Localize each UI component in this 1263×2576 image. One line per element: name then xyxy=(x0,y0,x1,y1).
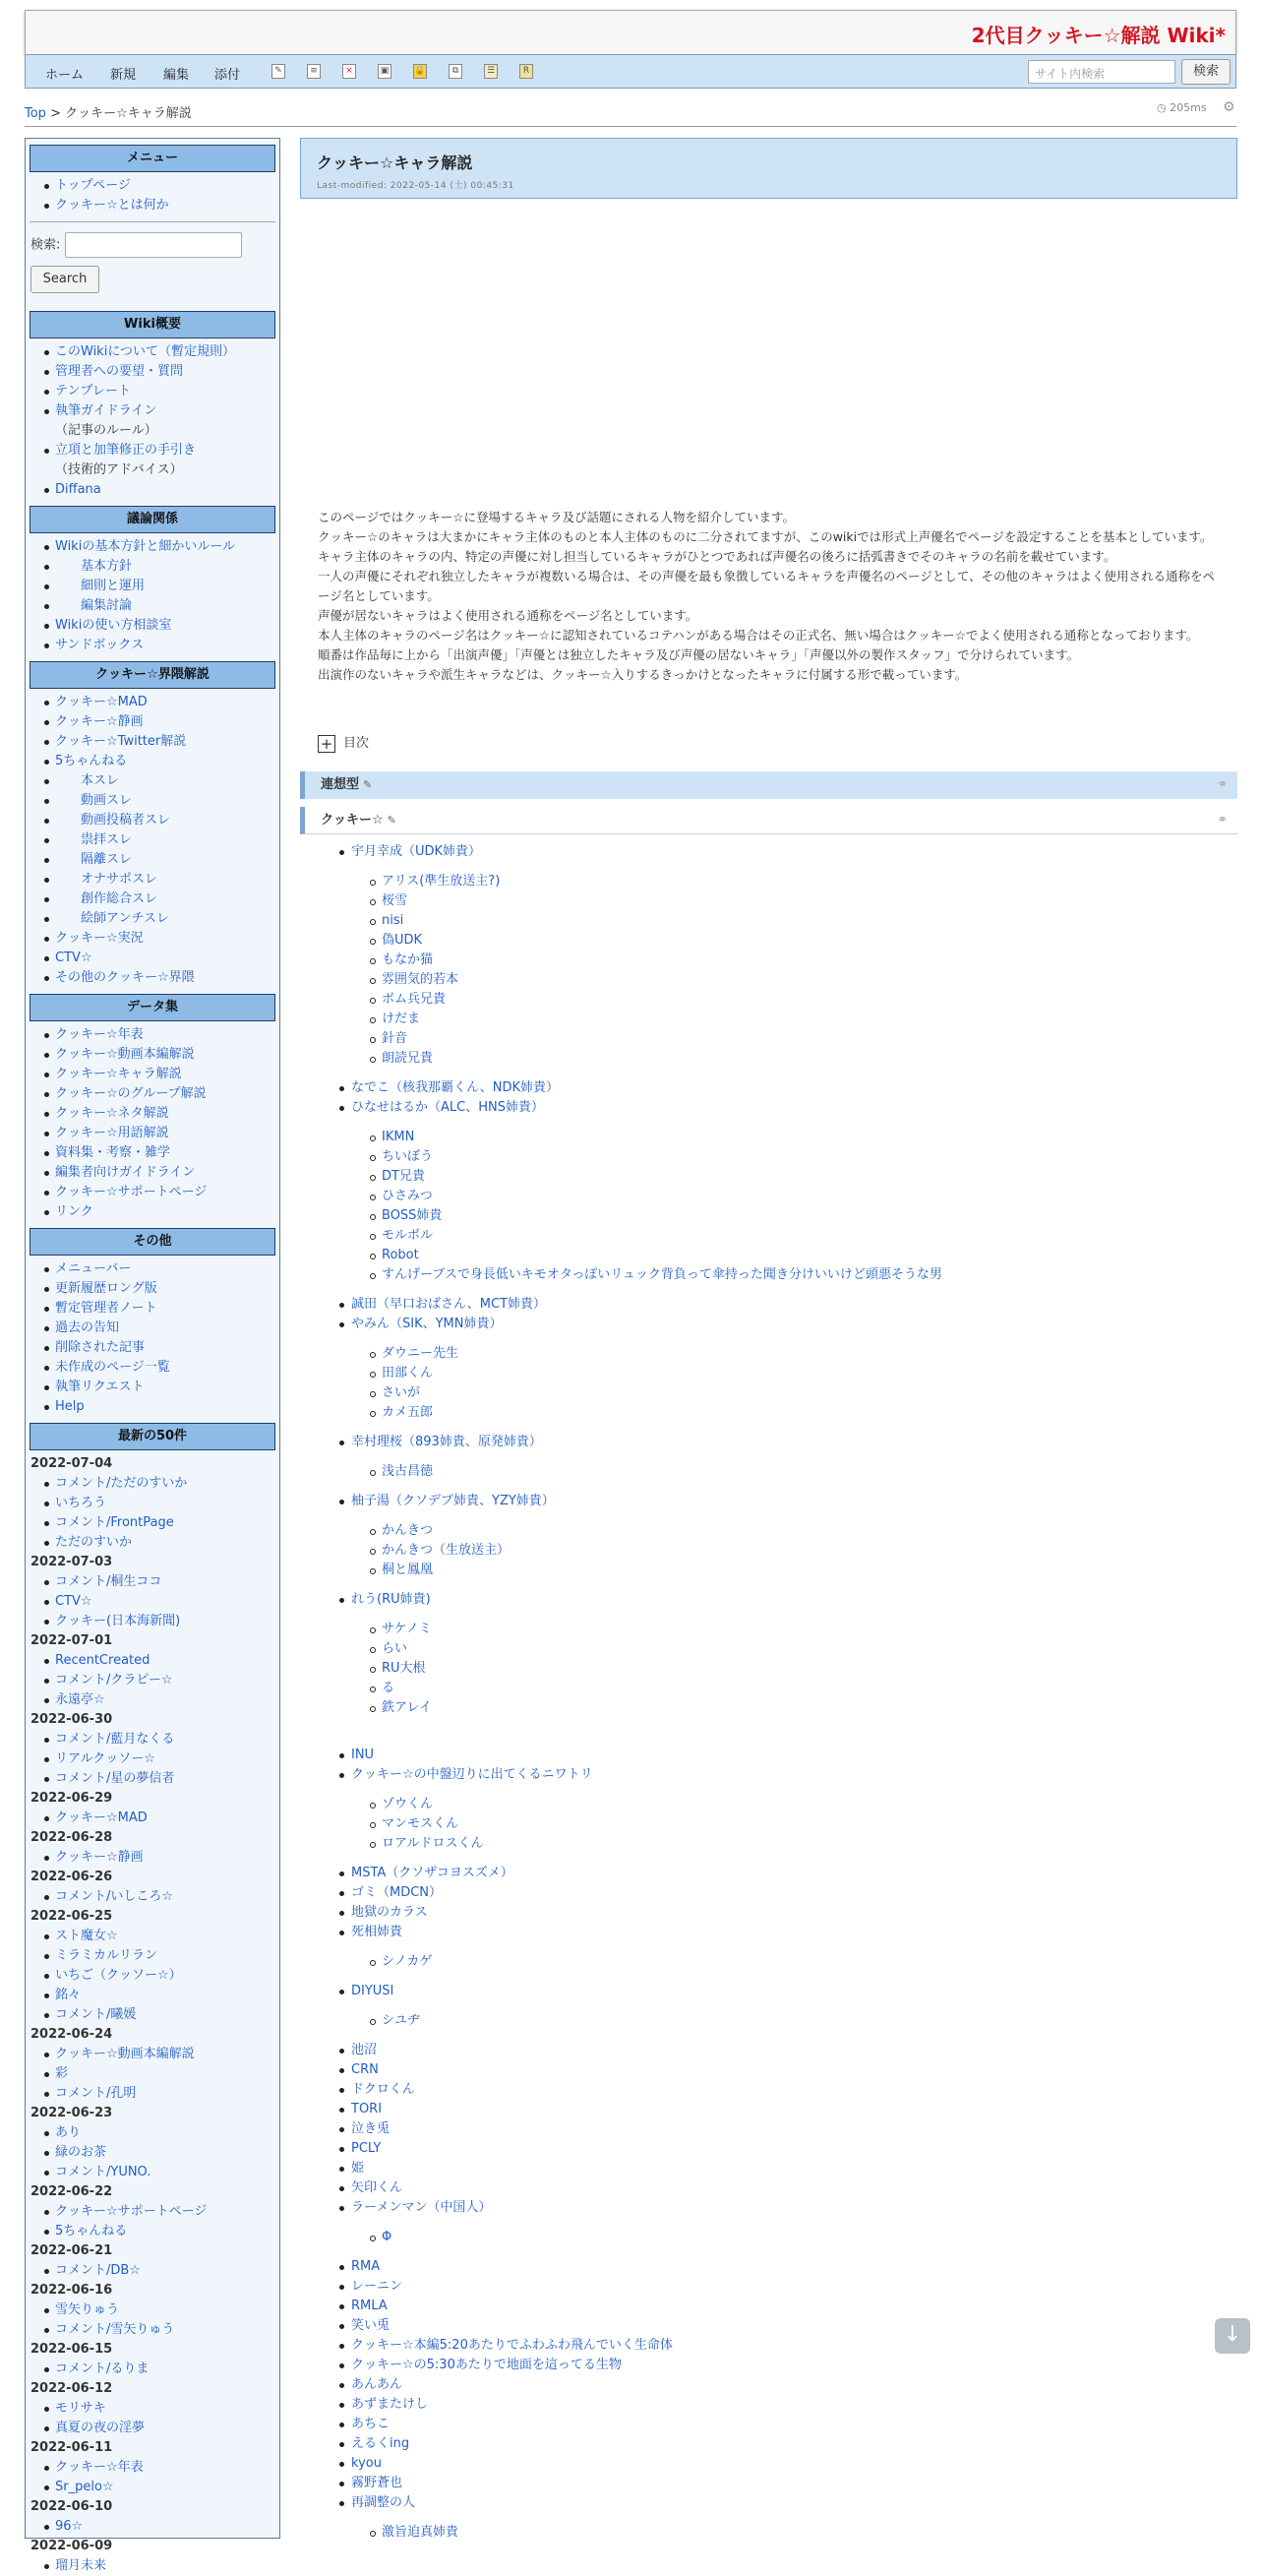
header-divider xyxy=(25,126,1236,127)
recent-item[interactable]: 銘々 xyxy=(55,1986,279,2005)
sidebar-item: （技術的アドバイス） xyxy=(55,462,183,477)
recent-list xyxy=(26,2556,279,2576)
page-title: クッキー☆キャラ解説 xyxy=(317,153,473,172)
sub-character-item[interactable]: ちいぼう xyxy=(339,1147,1225,1167)
sub-character-item[interactable]: マンモスくん xyxy=(339,1814,1225,1834)
sidebar-item[interactable]: Wikiの使い方相談室 xyxy=(55,616,279,636)
sub-character-item[interactable]: ボム兵兄貴 xyxy=(339,990,1225,1010)
recent-list xyxy=(26,2300,279,2340)
recent-item[interactable]: ミラミカルリラン xyxy=(55,1946,279,1966)
recent-date: 2022-06-15 xyxy=(30,2342,113,2357)
sidebar-list xyxy=(26,693,279,988)
character-item[interactable]: 誠田（早口おばさん、MCT姉貴） xyxy=(339,1295,1225,1315)
sidebar-heading: データ集 xyxy=(30,994,275,1021)
recent-list xyxy=(26,2360,279,2379)
sidebar-item[interactable]: オナサポスレ xyxy=(55,870,279,889)
sidebar-list xyxy=(26,176,279,215)
intro-line: 順番は作品毎に上から「出演声優」「声優とは独立したキャラ及び声優の居ないキャラ」「声優以外の製作スタッフ」で分けられています。 xyxy=(318,647,1080,662)
sidebar-item[interactable]: 動画投稿者スレ xyxy=(55,811,279,830)
recent-date: 2022-06-11 xyxy=(30,2440,113,2455)
sub-character-item[interactable]: かんきつ xyxy=(339,1521,1225,1541)
sidebar-item[interactable]: トップページ xyxy=(55,176,279,196)
sidebar-item[interactable]: クッキー☆実況 xyxy=(55,929,279,949)
sidebar-item[interactable]: 動画スレ xyxy=(55,791,279,811)
sidebar-item[interactable]: メニューバー xyxy=(55,1259,279,1279)
recent-date: 2022-06-16 xyxy=(30,2283,113,2298)
recent-item[interactable]: RecentCreated xyxy=(55,1651,279,1671)
last-modified: Last-modified: 2022-05-14 (土) 00:45:31 xyxy=(317,181,514,191)
recent-date: 2022-06-09 xyxy=(30,2539,113,2553)
sub-character-item[interactable]: ロアルドロスくん xyxy=(339,1834,1225,1854)
intro-line: 本人主体のキャラのページ名はクッキー☆に認知されているコテハンがある場合はその正式名、無い場合はクッキー☆でよく使用される通称となっております。 xyxy=(318,628,1199,643)
sub-character-item[interactable]: 田部くん xyxy=(339,1364,1225,1383)
character-item[interactable]: 柚子湯（クソデブ姉貴、YZY姉貴） xyxy=(339,1492,1225,1511)
character-item[interactable]: 池沼 xyxy=(339,2041,1225,2060)
recent-item[interactable]: クッキー(日本海新聞) xyxy=(55,1612,279,1631)
sub-character-item[interactable]: 偽UDK xyxy=(339,931,1225,951)
recent-date: 2022-06-22 xyxy=(30,2184,113,2199)
sub-character-item[interactable]: さいが xyxy=(339,1383,1225,1403)
sidebar-item[interactable]: クッキー☆用語解説 xyxy=(55,1124,279,1143)
recent-list xyxy=(26,2261,279,2281)
sidebar-search-button[interactable]: Search xyxy=(30,266,99,293)
recent-item[interactable]: 瑠月未来 xyxy=(55,2556,279,2576)
intro-line: このページではクッキー☆に登場するキャラ及び話題にされる人物を紹介しています。 xyxy=(318,510,795,524)
character-item[interactable]: あちこ xyxy=(339,2415,1225,2434)
recent-item[interactable]: 緑のお茶 xyxy=(55,2143,279,2163)
recent-list xyxy=(26,2045,279,2104)
character-item[interactable]: PCLY xyxy=(339,2139,1225,2159)
intro-line: 声優が居ないキャラはよく使用される通称をページ名としています。 xyxy=(318,608,698,623)
section-heading-cookie xyxy=(300,807,1237,834)
recent-item[interactable]: コメント/FrontPage xyxy=(55,1513,279,1533)
sidebar-heading: その他 xyxy=(30,1228,275,1256)
character-item[interactable]: クッキー☆の5:30あたりで地面を這ってる生物 xyxy=(339,2356,1225,2375)
intro-line: キャラ主体のキャラの内、特定の声優に対し担当しているキャラがひとつであれば声優名の後ろに括弧書きでそのキャラの名前を載せています。 xyxy=(318,549,1116,564)
sub-character-item[interactable]: らい xyxy=(339,1639,1225,1659)
recent-item[interactable]: あり xyxy=(55,2123,279,2143)
character-item[interactable]: えるくing xyxy=(339,2434,1225,2454)
recent-item[interactable]: クッキー☆MAD xyxy=(55,1809,279,1828)
nav-edit[interactable]: 編集 xyxy=(163,68,190,83)
sidebar-item[interactable]: 執筆リクエスト xyxy=(55,1378,279,1397)
sidebar-item[interactable]: 未作成のページ一覧 xyxy=(55,1358,279,1378)
recent-item[interactable]: モリサキ xyxy=(55,2399,279,2419)
sub-character-item[interactable]: かんきつ（生放送主） xyxy=(339,1541,1225,1561)
recent-item[interactable]: コメント/るりま xyxy=(55,2360,279,2379)
sidebar-list xyxy=(26,342,279,500)
sidebar-item[interactable]: リンク xyxy=(55,1202,279,1222)
lock-icon[interactable]: 🔒 xyxy=(413,64,427,79)
clock-icon: ◷ xyxy=(1157,101,1171,114)
recent-list xyxy=(26,2202,279,2241)
recent-list xyxy=(26,2123,279,2182)
sidebar-item[interactable]: Help xyxy=(55,1397,279,1417)
character-item[interactable]: 死相姉貴 xyxy=(339,1923,1225,1942)
sidebar-divider xyxy=(30,221,275,222)
sub-character-item[interactable]: すんげーブスで身長低いキモオタっぽいリュック背負って傘持った聞き分けいいけど頭悪そうな男 xyxy=(339,1265,1225,1285)
character-item[interactable]: あずまたけし xyxy=(339,2395,1225,2415)
nav-attach[interactable]: 添付 xyxy=(214,68,241,83)
section-heading-rensou xyxy=(300,771,1237,799)
sidebar-item[interactable]: 管理者への要望・質問 xyxy=(55,362,279,382)
sidebar-search-input[interactable] xyxy=(65,232,242,258)
nav-new[interactable]: 新規 xyxy=(110,68,137,83)
sidebar-item[interactable]: 5ちゃんねる xyxy=(55,752,279,771)
delete-icon[interactable]: × xyxy=(342,64,356,79)
character-item[interactable]: ドクロくん xyxy=(339,2080,1225,2100)
sub-character-item[interactable]: サケノミ xyxy=(339,1620,1225,1639)
recent-item[interactable]: いちご（クッソー☆） xyxy=(55,1966,279,1986)
rss-icon[interactable]: R xyxy=(519,64,533,79)
character-item[interactable]: 姫 xyxy=(339,2159,1225,2178)
sidebar-item[interactable]: 基本方針 xyxy=(55,557,279,577)
sub-character-item[interactable]: ダウニー先生 xyxy=(339,1344,1225,1364)
sidebar-heading: メニュー xyxy=(30,145,275,172)
sub-character-item[interactable]: シノカゲ xyxy=(339,1952,1225,1972)
recent-item[interactable]: クッキー☆年表 xyxy=(55,2458,279,2478)
sidebar-item[interactable]: 資料集・考察・雑学 xyxy=(55,1143,279,1163)
recent-date: 2022-06-26 xyxy=(30,1870,113,1884)
recent-item[interactable]: 5ちゃんねる xyxy=(55,2222,279,2241)
sidebar-heading: 最新の50件 xyxy=(30,1423,275,1450)
character-item[interactable]: RMA xyxy=(339,2257,1225,2277)
scroll-down-icon[interactable]: ↓ xyxy=(1215,2318,1250,2354)
breadcrumb xyxy=(25,102,192,121)
recent-item[interactable]: コメント/YUNO. xyxy=(55,2163,279,2182)
site-search-input[interactable]: サイト内検索 xyxy=(1028,60,1175,84)
sidebar-heading: Wiki概要 xyxy=(30,311,275,338)
recent-item[interactable]: いちろう xyxy=(55,1494,279,1513)
sidebar-item[interactable]: 削除された記事 xyxy=(55,1338,279,1358)
intro-line: クッキー☆のキャラは大まかにキャラ主体のものと本人主体のものに二分されてますが、このwikiでは形式上声優名でページを設定することを基本としています。 xyxy=(318,529,1213,544)
sub-character-item[interactable]: IKMN xyxy=(339,1128,1225,1147)
sub-character-item[interactable]: BOSS姉貴 xyxy=(339,1206,1225,1226)
character-item[interactable]: 地獄のカラス xyxy=(339,1903,1225,1923)
sidebar-list xyxy=(26,1259,279,1417)
sidebar-item[interactable]: クッキー☆MAD xyxy=(55,693,279,712)
recent-date: 2022-07-04 xyxy=(30,1456,113,1471)
sidebar-item[interactable]: 祟拝スレ xyxy=(55,830,279,850)
sidebar-item[interactable]: クッキー☆動画本編解説 xyxy=(55,1045,279,1065)
sidebar-item[interactable]: 隔離スレ xyxy=(55,850,279,870)
character-item[interactable]: やみん（SIK、YMN姉貴） xyxy=(339,1315,1225,1334)
recent-item[interactable]: スト魔女☆ xyxy=(55,1927,279,1946)
anchor-link-icon[interactable]: ⚭ xyxy=(1217,777,1228,792)
recent-date: 2022-06-30 xyxy=(30,1712,113,1727)
recent-list xyxy=(26,1927,279,2025)
character-item[interactable]: kyou xyxy=(339,2454,1225,2474)
character-item[interactable]: レーニン xyxy=(339,2277,1225,2297)
recent-item[interactable]: コメント/クラピー☆ xyxy=(55,1671,279,1690)
sidebar-item[interactable]: 編集者向けガイドライン xyxy=(55,1163,279,1183)
recent-list xyxy=(26,2517,279,2537)
character-item[interactable]: 宇月幸成（UDK姉貴） xyxy=(339,842,1225,862)
sidebar-heading: 議論関係 xyxy=(30,506,275,533)
recent-item[interactable]: ただのすいか xyxy=(55,1533,279,1553)
character-item[interactable]: れう(RU姉貴) xyxy=(339,1590,1225,1610)
sub-character-item[interactable]: 鉄アレイ xyxy=(339,1698,1225,1718)
sub-character-item[interactable]: DT兄貴 xyxy=(339,1167,1225,1187)
sub-character-item[interactable]: 桜雪 xyxy=(339,891,1225,911)
character-item[interactable]: RMLA xyxy=(339,2297,1225,2316)
character-item[interactable]: あんあん xyxy=(339,2375,1225,2395)
edit-icon[interactable]: ✎ xyxy=(271,64,285,79)
character-item[interactable]: 笑い兎 xyxy=(339,2316,1225,2336)
recent-item[interactable]: Sr_pelo☆ xyxy=(55,2478,279,2497)
recent-item[interactable]: 雪矢りゅう xyxy=(55,2300,279,2320)
sidebar-item[interactable]: テンプレート xyxy=(55,382,279,401)
intro-line: 出演作のないキャラや派生キャラなどは、クッキー☆入りするきっかけとなったキャラに付属する形で載っています。 xyxy=(318,667,968,682)
recent-list xyxy=(26,1572,279,1631)
sidebar-list xyxy=(26,1025,279,1222)
site-header xyxy=(25,10,1236,55)
sidebar-item[interactable]: 更新履歴ロング版 xyxy=(55,1279,279,1299)
sub-character-item[interactable]: モルボル xyxy=(339,1226,1225,1246)
intro-text xyxy=(318,508,1218,685)
breadcrumb-top[interactable]: Top xyxy=(25,106,46,121)
sidebar-item[interactable]: クッキー☆のグループ解説 xyxy=(55,1084,279,1104)
character-item[interactable]: TORI xyxy=(339,2100,1225,2119)
sub-character-item[interactable]: ひさみつ xyxy=(339,1187,1225,1206)
navigation-bar xyxy=(25,54,1236,89)
recent-list xyxy=(26,1651,279,1710)
sub-character-item[interactable]: ゾウくん xyxy=(339,1795,1225,1814)
backup-icon[interactable]: ▣ xyxy=(378,64,391,79)
character-item[interactable]: なでこ（核我那覇くん、NDK姉貴） xyxy=(339,1078,1225,1098)
character-item[interactable]: クッキー☆の中盤辺りに出てくるニワトリ xyxy=(339,1765,1225,1785)
recent-item[interactable]: クッキー☆静画 xyxy=(55,1848,279,1868)
character-item[interactable]: DIYUSI xyxy=(339,1982,1225,2001)
recent-item[interactable]: 真夏の夜の淫夢 xyxy=(55,2419,279,2438)
section-title: クッキー☆ xyxy=(321,813,384,828)
breadcrumb-separator: > xyxy=(45,106,66,121)
character-item[interactable]: 泣き兎 xyxy=(339,2119,1225,2139)
site-search-button[interactable]: 検索 xyxy=(1181,59,1231,85)
sub-character-item[interactable]: けだま xyxy=(339,1010,1225,1029)
sub-character-item[interactable]: 桐と鳳凰 xyxy=(339,1561,1225,1580)
sub-character-item[interactable]: 雰囲気的若本 xyxy=(339,970,1225,990)
gear-icon[interactable]: ⚙ xyxy=(1223,99,1235,115)
recent-item[interactable]: コメント/雪矢りゅう xyxy=(55,2320,279,2340)
sidebar-item: （記事のルール） xyxy=(55,423,157,438)
recent-list xyxy=(26,1730,279,1789)
sidebar-item[interactable]: 絵師アンチスレ xyxy=(55,909,279,929)
sub-character-item[interactable]: 激旨迫真姉貴 xyxy=(339,2523,1225,2543)
recent-item[interactable]: クッキー☆サポートページ xyxy=(55,2202,279,2222)
intro-line: 一人の声優にそれぞれ独立したキャラが複数いる場合は、その声優を最も象徴しているキャラを声優名のページとして、その他のキャラはよく使用される通称をページ名としています。 xyxy=(318,569,1216,603)
recent-list xyxy=(26,1809,279,1828)
character-item[interactable]: ゴミ（MDCN） xyxy=(339,1883,1225,1903)
recent-date: 2022-06-25 xyxy=(30,1909,113,1924)
diff-icon[interactable]: ≡ xyxy=(307,64,321,79)
recent-date: 2022-07-01 xyxy=(30,1633,113,1648)
character-item[interactable]: MSTA（クソザコヨスズメ） xyxy=(339,1864,1225,1883)
recent-list xyxy=(26,2458,279,2497)
sidebar-item[interactable]: 編集討論 xyxy=(55,596,279,616)
expand-icon[interactable]: + xyxy=(318,735,335,753)
sidebar-item[interactable]: Diffana xyxy=(55,480,279,500)
recent-item[interactable]: コメント/ただのすいか xyxy=(55,1474,279,1494)
copy-icon[interactable]: ⧉ xyxy=(449,64,462,79)
sidebar-search-label: 検索: xyxy=(30,237,61,253)
render-time-value: 205ms xyxy=(1170,101,1207,114)
character-list xyxy=(339,842,1225,2552)
edit-pencil-icon[interactable]: ✎ xyxy=(387,814,396,827)
sub-character-item[interactable]: 朗読兄貴 xyxy=(339,1049,1225,1069)
list-icon[interactable]: ☰ xyxy=(484,64,498,79)
sidebar-item[interactable]: 細則と運用 xyxy=(55,577,279,596)
sidebar-item[interactable]: クッキー☆ネタ解説 xyxy=(55,1104,279,1124)
nav-home[interactable]: ホーム xyxy=(45,68,85,83)
section-title: 連想型 xyxy=(321,777,360,792)
recent-item[interactable]: コメント/曦媛 xyxy=(55,2005,279,2025)
sub-character-item[interactable]: カメ五郎 xyxy=(339,1403,1225,1423)
recent-list xyxy=(26,1848,279,1868)
recent-date: 2022-06-10 xyxy=(30,2499,113,2514)
recent-item[interactable]: リアルクッソー☆ xyxy=(55,1749,279,1769)
sidebar-item[interactable]: その他のクッキー☆界隈 xyxy=(55,968,279,988)
sidebar-item[interactable]: 創作総合スレ xyxy=(55,889,279,909)
recent-list xyxy=(26,1887,279,1907)
site-title[interactable]: 2代目クッキー☆解説 Wiki* xyxy=(971,24,1226,47)
recent-item[interactable]: コメント/桐生ココ xyxy=(55,1572,279,1592)
sidebar-item[interactable]: 本スレ xyxy=(55,771,279,791)
sidebar-item[interactable]: クッキー☆Twitter解説 xyxy=(55,732,279,752)
sidebar-item[interactable]: クッキー☆キャラ解説 xyxy=(55,1065,279,1084)
recent-item[interactable]: CTV☆ xyxy=(55,1592,279,1612)
sidebar-list xyxy=(26,537,279,655)
sidebar-item[interactable]: クッキー☆とは何か xyxy=(55,196,279,215)
sub-character-item[interactable]: nisi xyxy=(339,911,1225,931)
sidebar-item[interactable]: クッキー☆年表 xyxy=(55,1025,279,1045)
sidebar-item[interactable]: 暫定管理者ノート xyxy=(55,1299,279,1319)
sidebar-item[interactable]: クッキー☆静画 xyxy=(55,712,279,732)
edit-pencil-icon[interactable]: ✎ xyxy=(363,778,373,791)
recent-list xyxy=(26,2399,279,2438)
render-time xyxy=(1157,101,1207,114)
recent-item[interactable]: コメント/いしころ☆ xyxy=(55,1887,279,1907)
recent-date: 2022-06-28 xyxy=(30,1830,113,1845)
sub-character-item[interactable]: Φ xyxy=(339,2228,1225,2247)
sidebar-item[interactable]: 過去の告知 xyxy=(55,1319,279,1338)
sidebar-item[interactable]: クッキー☆サポートページ xyxy=(55,1183,279,1202)
anchor-link-icon[interactable]: ⚭ xyxy=(1217,813,1228,828)
sub-character-item[interactable]: Robot xyxy=(339,1246,1225,1265)
character-item[interactable]: 矢印くん xyxy=(339,2178,1225,2198)
sub-character-item[interactable]: る xyxy=(339,1679,1225,1698)
character-item[interactable]: ひなせはるか（ALC、HNS姉貴） xyxy=(339,1098,1225,1118)
sub-character-item[interactable]: RU大根 xyxy=(339,1659,1225,1679)
character-item[interactable]: 再調整の人 xyxy=(339,2493,1225,2513)
sidebar-item[interactable]: 立項と加筆修正の手引き xyxy=(55,441,279,460)
recent-item[interactable]: コメント/孔明 xyxy=(55,2084,279,2104)
sidebar-item[interactable]: サンドボックス xyxy=(55,636,279,655)
sub-character-item[interactable]: もなか猫 xyxy=(339,951,1225,970)
character-item[interactable]: CRN xyxy=(339,2060,1225,2080)
recent-date: 2022-06-29 xyxy=(30,1791,113,1806)
sub-character-item[interactable]: アリス(準生放送主?) xyxy=(339,872,1225,891)
sidebar-search-form xyxy=(26,228,279,297)
character-item[interactable]: INU xyxy=(339,1746,1225,1765)
recent-item[interactable]: 永遠亭☆ xyxy=(55,1690,279,1710)
character-item[interactable]: 幸村理桜（893姉貴、原発姉貴） xyxy=(339,1433,1225,1452)
sidebar-item[interactable]: 執筆ガイドライン xyxy=(55,401,279,421)
character-item[interactable]: クッキー☆本編5:20あたりでふわふわ飛んでいく生命体 xyxy=(339,2336,1225,2356)
sub-character-item[interactable]: シユヂ xyxy=(339,2011,1225,2031)
recent-date: 2022-06-24 xyxy=(30,2027,113,2042)
recent-date: 2022-06-23 xyxy=(30,2106,113,2120)
sub-character-item[interactable]: 浅古昌徳 xyxy=(339,1462,1225,1482)
recent-list xyxy=(26,1474,279,1553)
recent-item[interactable]: コメント/DB☆ xyxy=(55,2261,279,2281)
recent-item[interactable]: クッキー☆動画本編解説 xyxy=(55,2045,279,2064)
sidebar-item[interactable]: Wikiの基本方針と細かいルール xyxy=(55,537,279,557)
recent-date: 2022-06-12 xyxy=(30,2381,113,2396)
sidebar xyxy=(25,138,280,2573)
recent-item[interactable]: コメント/星の夢信者 xyxy=(55,1769,279,1789)
recent-date: 2022-06-21 xyxy=(30,2243,113,2258)
recent-item[interactable]: コメント/藍月なくる xyxy=(55,1730,279,1749)
toc-label[interactable]: 目次 xyxy=(343,736,370,751)
recent-item[interactable]: 96☆ xyxy=(55,2517,279,2537)
recent-date: 2022-07-03 xyxy=(30,1555,113,1569)
page-title-box xyxy=(300,138,1237,199)
character-item[interactable]: ラーメンマン（中国人） xyxy=(339,2198,1225,2218)
sidebar-item[interactable]: CTV☆ xyxy=(55,949,279,968)
sidebar-heading: クッキー☆界隈解説 xyxy=(30,661,275,689)
recent-item[interactable]: 彩 xyxy=(55,2064,279,2084)
breadcrumb-current: クッキー☆キャラ解説 xyxy=(65,106,192,121)
character-item[interactable]: 霧野蒼也 xyxy=(339,2474,1225,2493)
table-of-contents[interactable] xyxy=(318,732,369,753)
sub-character-item[interactable]: 針音 xyxy=(339,1029,1225,1049)
sidebar-item[interactable]: このWikiについて（暫定規則） xyxy=(55,342,279,362)
